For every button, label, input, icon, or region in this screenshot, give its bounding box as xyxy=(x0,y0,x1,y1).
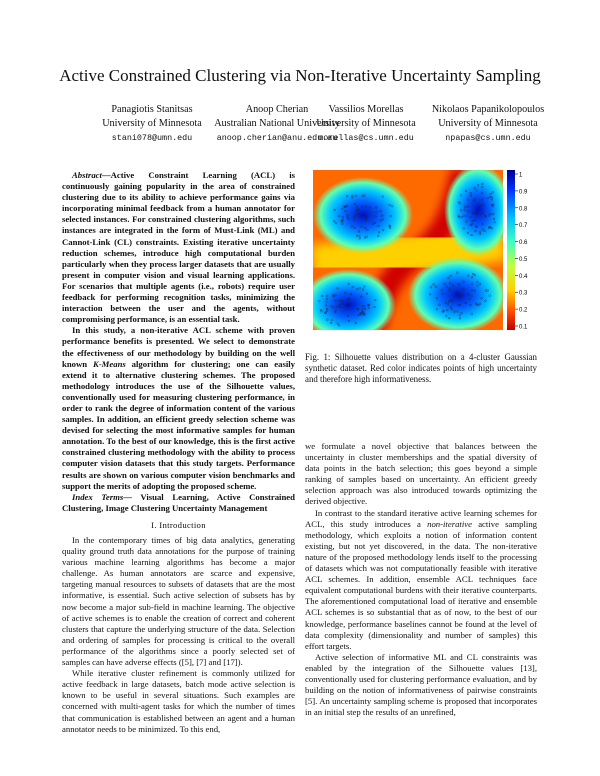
right-paragraph-1: we formulate a novel objective that balances between the uncertainty in cluster memberships and the spatial diversity of data points in the batch selection; this goes beyond a simple ranking of samples based on uncertainty. An efficient greedy selection approach was also introduced towards optimizing the derived objective. xyxy=(305,441,537,507)
abstract-paragraph-2 xyxy=(62,325,295,491)
abstract-emphasis: K-Means xyxy=(92,358,126,369)
index-terms-label: Index Terms xyxy=(72,491,124,502)
colorbar-tick-label: 0.6 xyxy=(519,240,528,247)
author-affiliation: University of Minnesota xyxy=(316,118,416,129)
author-affiliation: University of Minnesota xyxy=(102,118,202,129)
paper-title: Active Constrained Clustering via Non-Iterative Uncertainty Sampling xyxy=(59,66,541,85)
cluster-bottom-right xyxy=(408,257,508,332)
intro-paragraph-2: While iterative cluster refinement is commonly utilized for active feedback in large datasets, batch mode active selection is known to be useful in several situations. Such examples are concerned with multi-agent tasks for which the number of times that communication is established between an agent and a human annotator needs to be minimized. To this end, xyxy=(62,668,295,734)
left-column xyxy=(62,170,295,735)
colorbar-tick-label: 0.9 xyxy=(519,189,528,196)
author-affiliation: Australian National University xyxy=(214,118,340,129)
colorbar-tick-label: 1 xyxy=(519,172,523,179)
right-text-2b: active sampling methodology, which exploits a notion of information content existing, but not yet discovered, in the data. The non-iterative nature of the proposed methodology lends itself to the processing of datasets which was not computationally feasible with iterative ACL schemes. In addition, ensemble ACL techniques face equivalent computational burdens with their iterative counterparts. The aforementioned computational load of iterative and ensemble ACL schemes is so substantial that as of now, to the best of our knowledge, performance baselines cannot be found at the level of data complexity (dimensionality and number of samples) this effort targets. xyxy=(305,518,538,651)
author-affiliation: University of Minnesota xyxy=(438,118,538,129)
abstract-paragraph-1 xyxy=(62,170,295,325)
colorbar-tick-label: 0.1 xyxy=(519,324,528,331)
abstract-text-2a: In this study, a non-iterative ACL scheme with proven performance benefits is presented. We select to demonstrate the effectiveness of our methodology by building on the well known xyxy=(62,325,295,369)
colorbar-tick-label: 0.8 xyxy=(519,206,528,213)
right-emphasis: non-iterative xyxy=(427,518,472,529)
section-heading: I. Introduction xyxy=(151,519,206,530)
right-paragraph-2 xyxy=(305,508,537,652)
author-4 xyxy=(420,103,556,145)
colorbar-tick-label: 0.4 xyxy=(519,273,528,280)
index-terms-text: — Visual Learning, Active Constrained Clustering, Image Clustering Uncertainty Management xyxy=(62,491,295,513)
right-paragraph-3: Active selection of informative ML and CL constraints was enabled by the integration of the Silhouette values [13], conventionally used for clustering performance evaluation, and by building on the notion of informativeness of pairwise constraints [5]. An uncertainty sampling scheme is proposed that incorporates in an initial step the results of an unrefined, xyxy=(305,651,537,718)
colorbar xyxy=(507,170,515,330)
abstract-label: Abstract xyxy=(72,170,102,180)
author-name: Panagiotis Stanitsas xyxy=(111,104,193,115)
index-terms xyxy=(62,492,295,514)
colorbar-tick-label: 0.3 xyxy=(519,290,528,297)
author-1 xyxy=(86,103,218,145)
figure-1 xyxy=(313,170,528,332)
author-email: anoop.cherian@anu.edu.au xyxy=(216,133,338,143)
right-text-2a: In contrast to the standard iterative active learning schemes for ACL, this study introduces a xyxy=(305,507,537,529)
colorbar-tick-label: 0.2 xyxy=(519,307,528,314)
colorbar-tick-label: 0.5 xyxy=(519,256,528,263)
figure-caption: Fig. 1: Silhouette values distribution on a 4-cluster Gaussian synthetic dataset. Red color indicates points of high uncertainty and therefore high informativeness. xyxy=(305,352,537,385)
abstract-text-2b: algorithm for clustering; one can easily extend it to alternative clustering schemes. The proposed methodology introduces the use of the Silhouette values, conventionally used for measuring clustering performance, in order to rank the degree of information content of the various samples. In addition, an efficient greedy selection scheme was devised for selecting the most informative samples for human annotation. To the best of our knowledge, this is the first active constrained clustering methodology with the ability to process computer vision datasets that this study targets. Performance results are shown on various computer vision benchmarks and support the merits of adopting the proposed scheme. xyxy=(62,358,295,491)
intro-paragraph-1: In the contemporary times of big data analytics, generating quality ground truth data annotations for the purpose of training various machine learning algorithms has become a major challenge. As human annotators are scarce and expensive, targeting manual resources to subsets of datasets that are the most informative, is essential. Such active selection of subsets has by now become a major sub-field in machine learning. The objective of active schemes is to enable the creation of correct and coherent clusters that capture the underlying structure of the data. Selection and ordering of samples for processing is critical to the overall performance of the algorithms since a poorly selected set of samples can have adverse effects ([5], [7] and [17]). xyxy=(62,535,295,668)
colorbar-ticks xyxy=(515,173,528,331)
colorbar-tick-label: 0.7 xyxy=(519,223,528,230)
abstract-text-1: —Active Constraint Learning (ACL) is continuously gaining popularity in the area of constrained clustering due to its ability to achieve performance gains via incorporating minimal feedback from a human annotator for selected instances. For constrained clustering algorithms, such instances are integrated in the form of Must-Link (ML) and Cannot-Link (CL) constraints. Existing iterative uncertainty reduction schemes, introduce high computational burden particularly when they process larger datasets that are usually present in computer vision and visual learning applications. For scenarios that multiple agents (i.e., robots) require user feedback for performing recognition tasks, minimizing the interaction between the user and the agents, without compromising performance, is an essential task. xyxy=(62,170,295,325)
author-name: Vassilios Morellas xyxy=(328,104,404,115)
right-column xyxy=(305,441,537,718)
author-name: Nikolaos Papanikolopoulos xyxy=(431,104,545,115)
author-3 xyxy=(305,103,427,145)
author-name: Anoop Cherian xyxy=(245,104,309,115)
silhouette-heatmap xyxy=(313,170,528,332)
author-email: npapas@cs.umn.edu xyxy=(445,133,531,143)
author-email: stani078@umn.edu xyxy=(111,133,193,143)
author-email: morellas@cs.umn.edu xyxy=(318,133,414,143)
